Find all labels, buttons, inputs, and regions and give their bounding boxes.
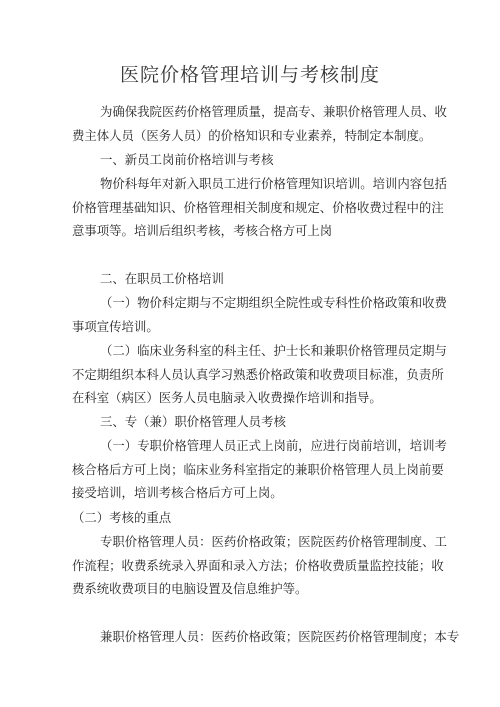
text-line: 事项宣传培训。 [72, 318, 159, 334]
text-line: 一、新员工岗前价格培训与考核 [100, 152, 274, 167]
text-line: 作流程；收费系统录入界面和录入方法；价格收费质量监控技能；收 [72, 557, 444, 573]
section1-body [72, 172, 447, 243]
fulltime-focus [72, 530, 447, 601]
text-line: （二）考核的重点 [72, 510, 172, 525]
section2-item2 [72, 339, 447, 410]
section2-item1 [72, 291, 447, 338]
document-title: 医院价格管理培训与考核制度 [119, 64, 380, 86]
text-line: 为确保我院医药价格管理质量，提高专、兼职价格管理人员、收 [100, 104, 447, 119]
section3-heading [72, 410, 434, 434]
section3-item1 [72, 434, 447, 505]
text-line: 三、专（兼）职价格管理人员考核 [100, 414, 286, 429]
text-line: （一）专职价格管理人员正式上岗前，应进行岗前培训，培训考 [100, 438, 447, 453]
text-line: 意事项等。培训后组织考核，考核合格方可上岗 [72, 223, 333, 239]
text-line: 费主体人员（医务人员）的价格知识和专业素养，特制定本制度。 [72, 127, 432, 143]
text-line: 物价科每年对新入职员工进行价格管理知识培训。培训内容包括 [100, 176, 447, 191]
section2-heading [72, 267, 434, 291]
text-line: 二、在职员工价格培训 [100, 271, 224, 286]
text-line: 价格管理基础知识、价格管理相关制度和规定、价格收费过程中的注 [72, 199, 444, 215]
text-line: 在科室（病区）医务人员电脑录入收费操作培训和指导。 [72, 390, 382, 406]
text-line: 兼职价格管理人员：医药价格政策；医院医药价格管理制度；本专 [100, 629, 460, 644]
section3-item2-heading [72, 506, 434, 530]
text-line: 专职价格管理人员：医药价格政策；医院医药价格管理制度、工 [100, 534, 447, 549]
section1-heading [72, 148, 434, 172]
intro-paragraph [72, 100, 447, 147]
text-line: （二）临床业务科室的科主任、护士长和兼职价格管理员定期与 [100, 343, 447, 358]
text-line: 核合格后方可上岗；临床业务科室指定的兼职价格管理人员上岗前要 [72, 461, 444, 477]
parttime-focus [72, 625, 460, 649]
text-line: 不定期组织本科人员认真学习熟悉价格政策和收费项目标准，负责所 [72, 366, 444, 382]
text-line: 接受培训，培训考核合格后方可上岗。 [72, 485, 283, 501]
text-line: （一）物价科定期与不定期组织全院性或专科性价格政策和收费 [100, 295, 447, 310]
text-line: 费系统收费项目的电脑设置及信息维护等。 [72, 581, 308, 597]
